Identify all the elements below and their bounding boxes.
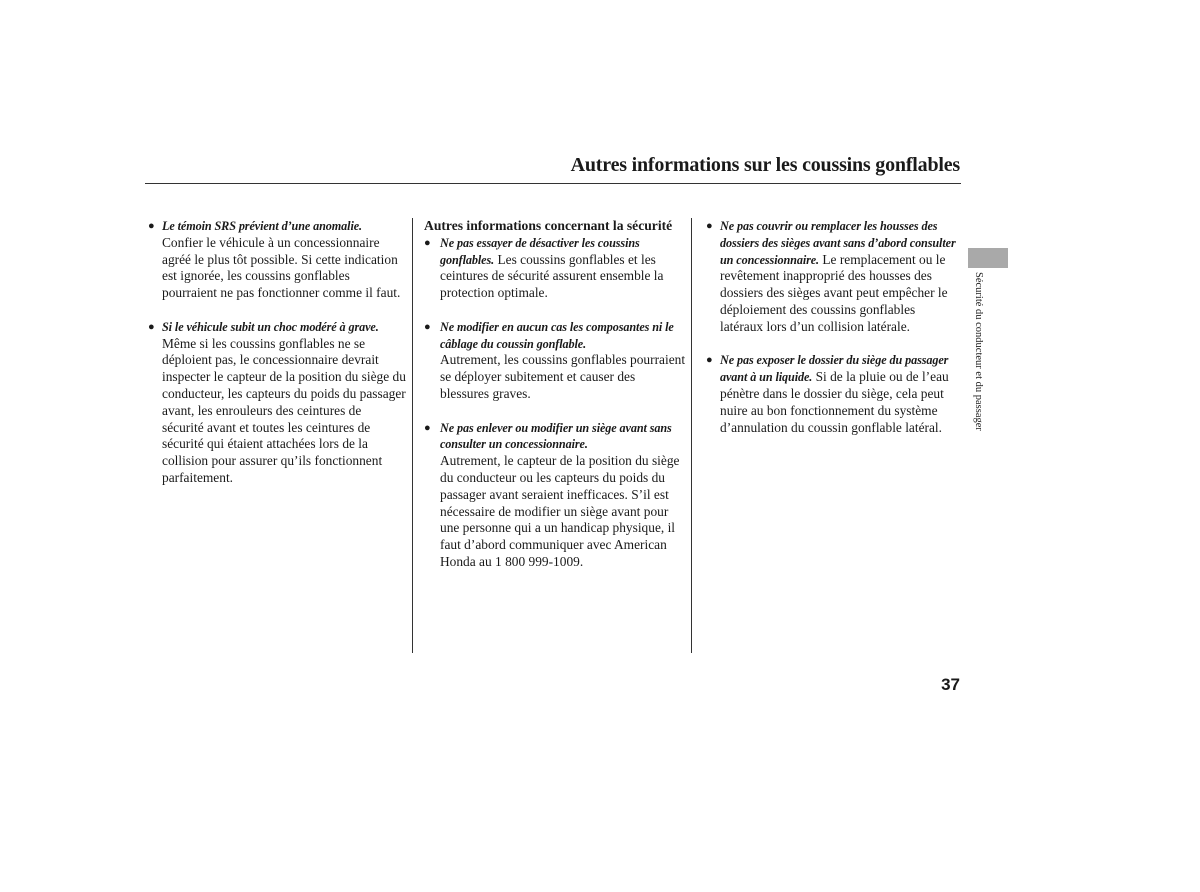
section-tab-label: Sécurité du conducteur et du passager	[973, 272, 984, 431]
item-lead: Ne pas exposer le dossier du siège du passager avant à un liquide.	[720, 353, 949, 385]
column-divider	[412, 218, 413, 653]
item-body: Autrement, les coussins gonflables pourraient se déployer subitement et causer des blessures graves.	[440, 352, 686, 401]
column-2	[424, 218, 686, 588]
page-number: 37	[941, 675, 960, 694]
item-body: Autrement, le capteur de la position du siège du conducteur ou les capteurs du poids du passager avant seraient inefficaces. S’il est nécessaire de modifier un siège avant pour une personne qui a un handicap physique, il faut d’abord communiquer avec American Honda au 1 800 999-1009.	[440, 453, 680, 569]
item-lead: Le témoin SRS prévient d’une anomalie.	[162, 219, 363, 233]
bullet-icon: ●	[706, 220, 713, 232]
item-lead: Ne pas couvrir ou remplacer les housses des dossiers des sièges avant sans d’abord consulter un concessionnaire.	[720, 219, 956, 267]
item-body: Confier le véhicule à un concessionnaire agréé le plus tôt possible. Si cette indication est ignorée, les coussins gonflables pourraient ne pas fonctionner comme il faut.	[162, 234, 401, 301]
column-divider	[691, 218, 692, 653]
section-tab-marker	[968, 248, 1008, 268]
bullet-icon: ●	[424, 320, 431, 333]
item-lead: Si le véhicule subit un choc modéré à grave.	[162, 319, 379, 334]
item-lead: Ne pas essayer de désactiver les coussins gonflables.	[440, 235, 640, 267]
bullet-icon: ●	[424, 421, 431, 434]
item-lead: Ne modifier en aucun cas les composantes ni le câblage du coussin gonflable.	[440, 319, 674, 351]
bullet-icon: ●	[424, 236, 431, 249]
bullet-icon: ●	[706, 354, 713, 367]
list-item	[424, 319, 686, 403]
item-body: Même si les coussins gonflables ne se déploient pas, le concessionnaire devrait inspecter le capteur de la position du siège du conducteur, les capteurs du poids du passager avant, les enrouleurs des ceintures de sécurité avant et toutes les ceintures de sécurité qui étaient attachées lors de la collision pour assurer qu’ils fonctionnent parfaitement.	[162, 335, 406, 485]
bullet-icon: ●	[148, 220, 155, 232]
page-title: Autres informations sur les coussins gonflables	[570, 154, 960, 176]
column-1	[148, 218, 406, 504]
bullet-icon: ●	[148, 320, 155, 333]
section-heading: Autres informations concernant la sécurité	[424, 218, 673, 233]
item-body: Le remplacement ou le revêtement inapproprié des housses des dossiers des sièges avant peut empêcher le déploiement des coussins gonflables latéraux lors d’un collision latérale.	[720, 251, 948, 334]
list-item	[706, 218, 958, 336]
title-divider	[145, 183, 961, 184]
list-item	[148, 319, 406, 487]
list-item	[424, 235, 686, 302]
item-body: Les coussins gonflables et les ceintures de sécurité assurent ensemble la protection optimale.	[440, 251, 664, 301]
list-item	[706, 352, 958, 436]
item-lead: Ne pas enlever ou modifier un siège avant sans consulter un concessionnaire.	[440, 420, 672, 452]
item-body: Si de la pluie ou de l’eau pénètre dans le dossier du siège, cela peut nuire au bon fonctionnement du système d’annulation du coussin gonflable latéral.	[720, 369, 949, 435]
column-3	[706, 218, 958, 453]
list-item	[148, 218, 406, 302]
list-item	[424, 420, 686, 571]
